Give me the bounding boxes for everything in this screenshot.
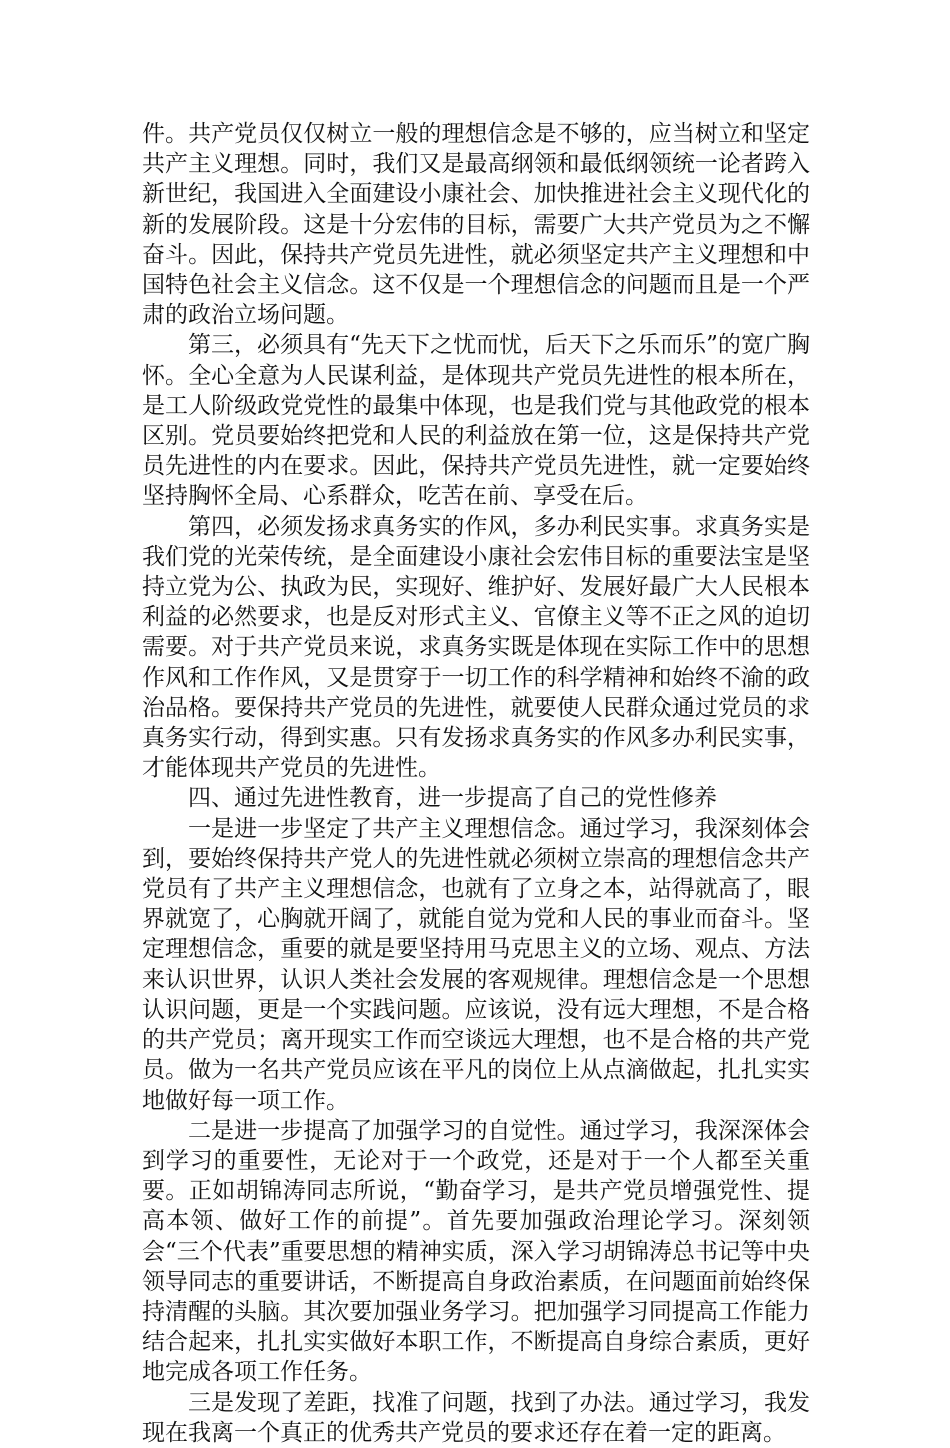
paragraph-6: 二是进一步提高了加强学习的自觉性。通过学习，我深深体会到学习的重要性，无论对于一个政党，还是对于一个人都至关重要。正如胡锦涛同志所说，“勤奋学习，是共产党员增强党性、提高本领、做好工作的前提”。首先要加强政治理论学习。深刻领会“三个代表”重要思想的精神实质，深入学习胡锦涛总书记等中央领导同志的重要讲话，不断提高自身政治素质，在问题面前始终保持清醒的头脑。其次要加强业务学习。把加强学习同提高工作能力结合起来，扎扎实实做好本职工作，不断提高自身综合素质，更好地完成各项工作任务。 [142, 1117, 810, 1386]
paragraph-5: 一是进一步坚定了共产主义理想信念。通过学习，我深刻体会到，要始终保持共产党人的先进性就必须树立崇高的理想信念共产党员有了共产主义理想信念，也就有了立身之本，站得就高了，眼界就宽了，心胸就开阔了，就能自觉为党和人民的事业而奋斗。坚定理想信念，重要的就是要坚持用马克思主义的立场、观点、方法来认识世界，认识人类社会发展的客观规律。理想信念是一个思想认识问题，更是一个实践问题。应该说，没有远大理想，不是合格的共产党员；离开现实工作而空谈远大理想，也不是合格的共产党员。做为一名共产党员应该在平凡的岗位上从点滴做起，扎扎实实地做好每一项工作。 [142, 815, 810, 1114]
paragraph-7: 三是发现了差距，找准了问题，找到了办法。通过学习，我发现在我离一个真正的优秀共产党员的要求还存在着一定的距离。 [142, 1389, 810, 1446]
section-heading: 四、通过先进性教育，进一步提高了自己的党性修养 [188, 785, 717, 812]
paragraph-1: 件。共产党员仅仅树立一般的理想信念是不够的，应当树立和坚定共产主义理想。同时，我们又是最高纲领和最低纲领统一论者跨入新世纪，我国进入全面建设小康社会、加快推进社会主义现代化的新的发展阶段。这是十分宏伟的目标，需要广大共产党员为之不懈奋斗。因此，保持共产党员先进性，就必须坚定共产主义理想和中国特色社会主义信念。这不仅是一个理想信念的问题而且是一个严肃的政治立场问题。 [142, 121, 810, 329]
paragraph-3: 第四，必须发扬求真务实的作风，多办利民实事。求真务实是我们党的光荣传统，是全面建设小康社会宏伟目标的重要法宝是坚持立党为公、执政为民，实现好、维护好、发展好最广大人民根本利益的必然要求，也是反对形式主义、官僚主义等不正之风的迫切需要。对于共产党员来说，求真务实既是体现在实际工作中的思想作风和工作作风，又是贯穿于一切工作的科学精神和始终不渝的政治品格。要保持共产党员的先进性，就要使人民群众通过党员的求真务实行动，得到实惠。只有发扬求真务实的作风多办利民实事，才能体现共产党员的先进性。 [142, 513, 810, 782]
document-body [142, 119, 810, 1448]
paragraph-2: 第三，必须具有“先天下之忧而忧，后天下之乐而乐”的宽广胸怀。全心全意为人民谋利益，是体现共产党员先进性的根本所在，是工人阶级政党党性的最集中体现，也是我们党与其他政党的根本区别。党员要始终把党和人民的利益放在第一位，这是保持共产党员先进性的内在要求。因此，保持共产党员先进性，就一定要始终坚持胸怀全局、心系群众，吃苦在前、享受在后。 [142, 332, 810, 510]
